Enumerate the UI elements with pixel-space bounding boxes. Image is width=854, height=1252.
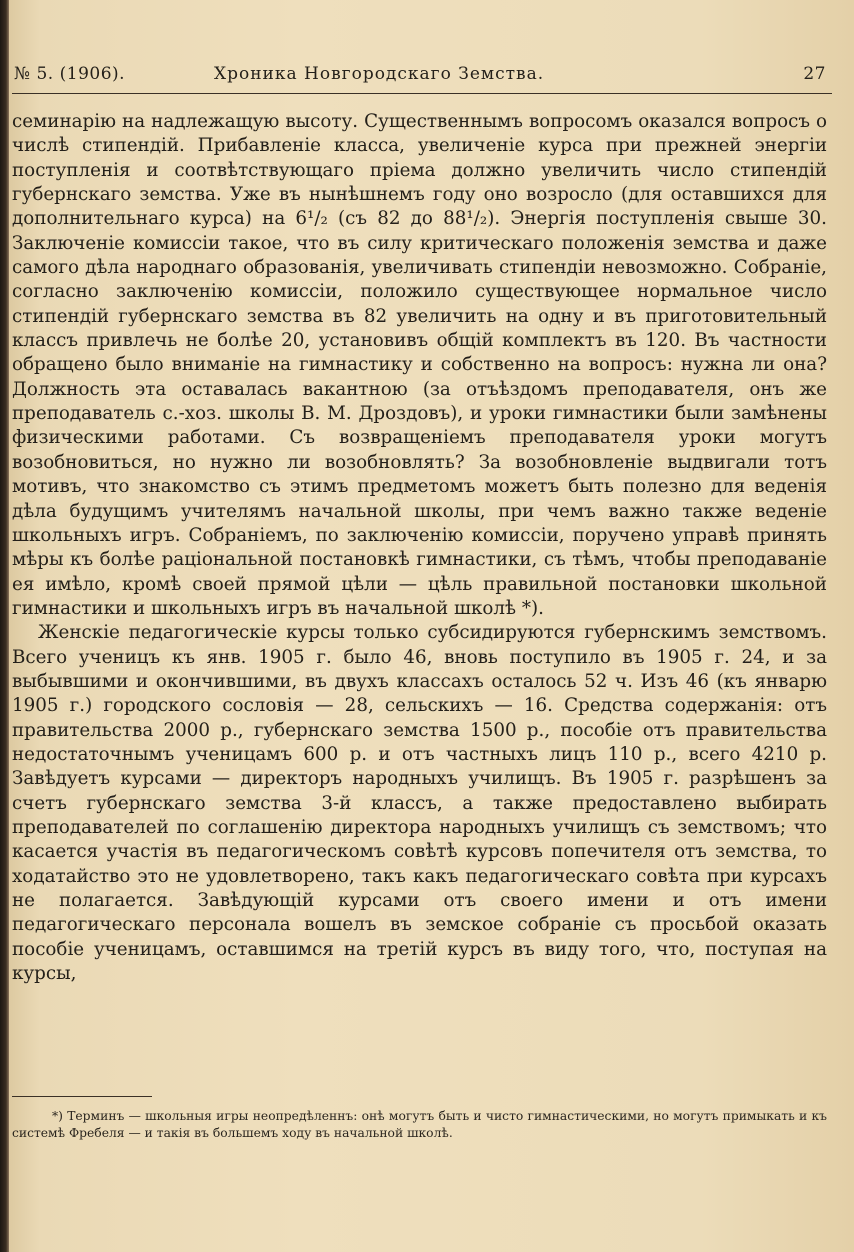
header-rule: [12, 93, 832, 94]
footnote-rule: [12, 1096, 152, 1097]
book-gutter: [0, 0, 9, 1252]
issue-number: № 5. (1906).: [14, 64, 126, 84]
page-number: 27: [803, 64, 826, 84]
main-text: [12, 110, 827, 986]
running-header: [14, 60, 834, 90]
paragraph-womens-courses: Женскіе педагогическіе курсы только субсидируются губернскимъ земствомъ. Всего ученицъ къ янв. 1905 г. было 46, вновь поступило въ 1905 г. 24, и за выбывшими и окончившими, въ двухъ классахъ осталось 52 ч. Изъ 46 (къ январю 1905 г.) городского сословія — 28, сельскихъ — 16. Средства содержанія: отъ правительства 2000 р., губернскаго земства 1500 р., пособіе отъ правительства недостаточнымъ ученицамъ 600 р. и отъ частныхъ лицъ 110 р., всего 4210 р. Завѣдуетъ курсами — директоръ народныхъ училищъ. Въ 1905 г. разрѣшенъ за счетъ губернскаго земства 3-й классъ, а также предоставлено выбирать преподавателей по соглашенію директора народныхъ училищъ съ земствомъ; что касается участія въ педагогическомъ совѣтѣ курсовъ попечителя отъ земства, то ходатайство это не удовлетворено, такъ какъ педагогическаго совѣта при курсахъ не полагается. Завѣдующій курсами отъ своего имени и отъ имени педагогическаго персонала вошелъ въ земское собраніе съ просьбой оказать пособіе ученицамъ, оставшимся на третій курсъ въ виду того, что, поступая на курсы,: [12, 622, 827, 985]
paragraph-seminary: семинарію на надлежащую высоту. Существеннымъ вопросомъ оказался вопросъ о числѣ стипендій. Прибавленіе класса, увеличеніе курса при прежней энергіи поступленія и соотвѣтствующаго пріема должно увеличить число стипендій губернскаго земства. Уже въ нынѣшнемъ году оно возросло (для оставшихся для дополнительнаго курса) на 6¹/₂ (съ 82 до 88¹/₂). Энергія поступленія свыше 30. Заключеніе комиссіи такое, что въ силу критическаго положенія земства и даже самого дѣла народнаго образованія, увеличивать стипендіи невозможно. Собраніе, согласно заключенію комиссіи, положило существующее нормальное число стипендій губернскаго земства въ 82 увеличить на одну и въ приготовительный классъ привлечь не болѣе 20, установивъ общій комплектъ въ 120. Въ частности обращено было вниманіе на гимнастику и собственно на вопросъ: нужна ли она? Должность эта оставалась вакантною (за отъѣздомъ преподавателя, онъ же преподаватель с.-хоз. школы В. М. Дроздовъ), и уроки гимнастики были замѣнены физическими работами. Съ возвращеніемъ преподавателя уроки могутъ возобновиться, но нужно ли возобновлять? За возобновленіе выдвигали тотъ мотивъ, что знакомство съ этимъ предметомъ можетъ быть полезно для веденія дѣла будущимъ учителямъ начальной школы, при чемъ важно также веденіе школьныхъ игръ. Собраніемъ, по заключенію комиссіи, поручено управѣ принять мѣры къ болѣе раціональной постановкѣ гимнастики, съ тѣмъ, чтобы преподаваніе ея имѣло, кромѣ своей прямой цѣли — цѣль правильной постановки школьной гимнастики и школьныхъ игръ въ начальной школѣ *).: [12, 111, 827, 619]
footnote: *) Терминъ — школьныя игры неопредѣленнъ: онѣ могутъ быть и чисто гимнастическими, но могутъ примыкать и къ системѣ Фребеля — и такія въ большемъ ходу въ начальной школѣ.: [12, 1109, 827, 1140]
journal-title: Хроника Новгородскаго Земства.: [214, 64, 545, 84]
